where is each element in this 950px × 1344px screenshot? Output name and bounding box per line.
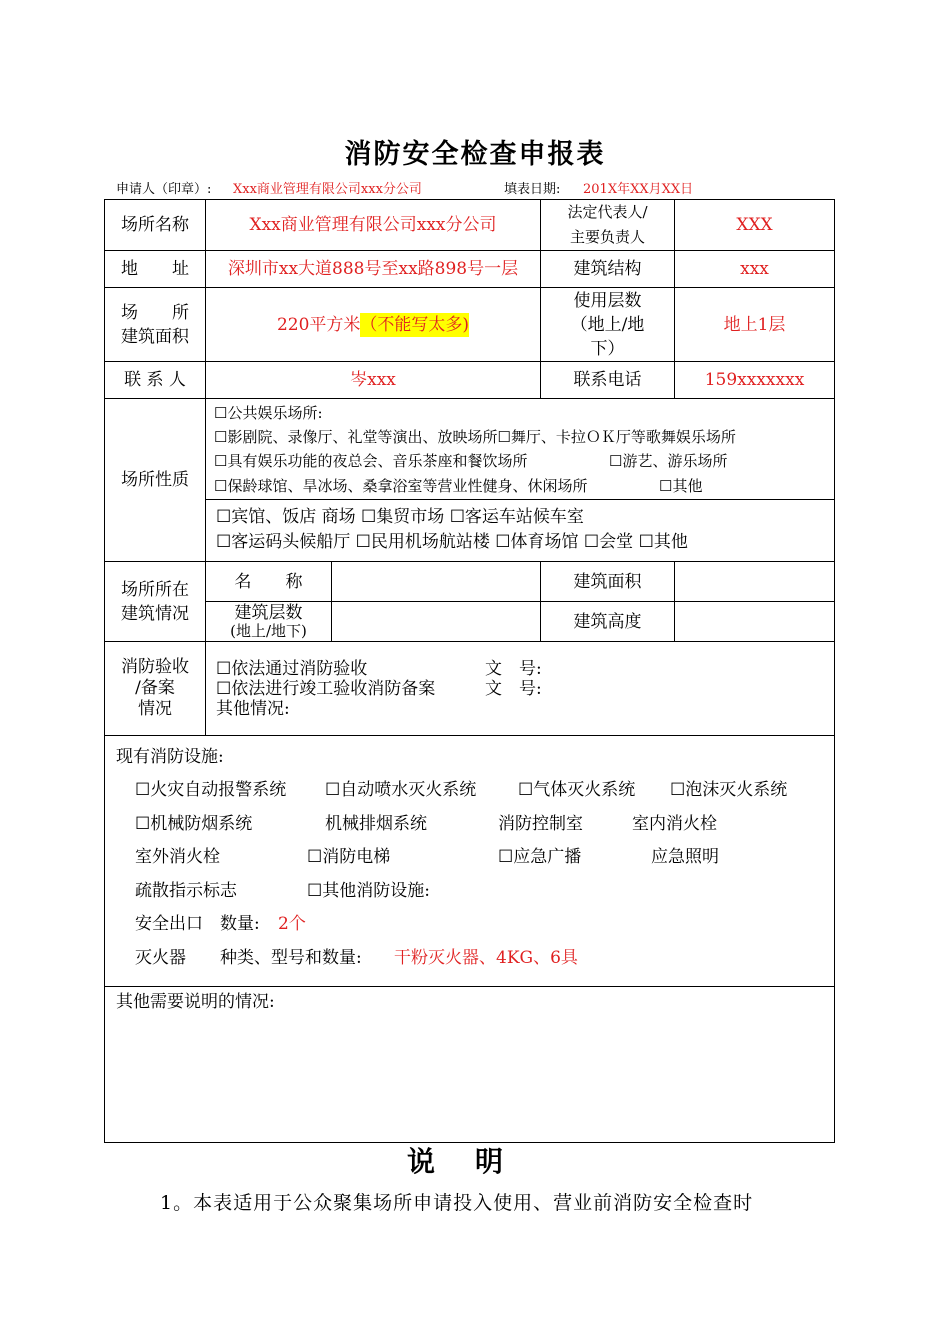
venue-name-label: 场所名称 [121, 215, 189, 235]
building-floors-line: (地上/地下) [230, 621, 307, 640]
facility-item: 疏散指示标志 [135, 881, 237, 901]
building-floors-label [206, 602, 331, 641]
building-name-label: 名 称 [234, 571, 303, 592]
facility-item: ☐机械防烟系统 [135, 814, 253, 834]
date-label: 填表日期: [504, 182, 561, 197]
facility-item: 消防控制室 [498, 814, 583, 834]
address-value: 深圳市xx大道888号至xx路898号一层 [227, 259, 519, 279]
nature-public-entertainment: ☐公共娱乐场所: [214, 404, 323, 422]
area-note: （不能写太多) [360, 314, 470, 335]
row-divider [104, 641, 835, 642]
acceptance-label-line: 情况 [138, 699, 172, 719]
nature-option-line: ☐宾馆、饭店 商场 ☐集贸市场 ☐客运车站候车室 [216, 507, 584, 527]
phone-label: 联系电话 [573, 370, 642, 390]
other-notes-label: 其他需要说明的情况: [116, 992, 275, 1012]
explain-item-1: 1。本表适用于公众聚集场所申请投入使用、营业前消防安全检查时 [160, 1192, 754, 1214]
floors-label-line: （地上/地 [570, 314, 645, 335]
floors-label-line: 使用层数 [573, 290, 642, 311]
nature-label: 场所性质 [121, 470, 189, 490]
building-label-line: 场所所在 [121, 579, 189, 600]
facility-item: 室内消火栓 [632, 814, 717, 834]
acceptance-option: ☐依法通过消防验收 [216, 659, 368, 679]
nature-option-line: ☐游艺、游乐场所 [609, 452, 728, 470]
facility-item: ☐气体灭火系统 [518, 780, 636, 800]
nature-option-line: ☐具有娱乐功能的夜总会、音乐茶座和餐饮场所 [214, 452, 528, 470]
legal-rep-value: XXX [736, 215, 773, 235]
area-label [105, 288, 205, 361]
facility-item: ☐火灾自动报警系统 [135, 780, 287, 800]
facility-item: ☐其他消防设施: [307, 881, 430, 901]
structure-label: 建筑结构 [573, 259, 642, 279]
area-label-line: 场 所 [121, 302, 189, 323]
row-divider [205, 499, 835, 500]
area-value-cell [206, 288, 540, 361]
nature-option-line: ☐影剧院、录像厅、礼堂等演出、放映场所☐舞厅、卡拉ＯＫ厅等歌舞娱乐场所 [214, 428, 736, 446]
col-divider [674, 561, 675, 641]
nature-option-line: ☐其他 [659, 477, 703, 495]
phone-value: 159xxxxxxx [704, 370, 805, 390]
acceptance-doc-no: 文 号: [485, 659, 542, 679]
page-title: 消防安全检查申报表 [344, 139, 606, 170]
acceptance-option: ☐依法进行竣工验收消防备案 [216, 679, 436, 699]
col-divider [331, 561, 332, 641]
legal-rep-label-line: 法定代表人/ [567, 203, 648, 221]
venue-name-value: Xxx商业管理有限公司xxx分公司 [249, 215, 497, 235]
area-value: 220平方米 [276, 314, 361, 335]
building-label-line: 建筑情况 [121, 603, 189, 624]
applicant-value: Xxx商业管理有限公司xxx分公司 [233, 182, 422, 197]
address-label: 地 址 [121, 259, 189, 279]
extinguisher-value: 干粉灭火器、4KG、6具 [394, 948, 578, 968]
facility-item: 机械排烟系统 [325, 814, 427, 834]
area-label-line: 建筑面积 [121, 326, 189, 347]
facility-item: ☐消防电梯 [307, 847, 391, 867]
contact-value: 岑xxx [350, 370, 396, 390]
floors-label-line: 下） [590, 338, 625, 359]
facility-item: ☐自动喷水灭火系统 [325, 780, 477, 800]
applicant-label: 申请人（印章）: [116, 182, 212, 197]
extinguisher-label: 灭火器 种类、型号和数量: [135, 948, 362, 968]
row-divider [104, 735, 835, 736]
acceptance-label-line: /备案 [135, 678, 175, 698]
facility-item: ☐应急广播 [498, 847, 582, 867]
nature-option-line: ☐客运码头候船厅 ☐民用机场航站楼 ☐体育场馆 ☐会堂 ☐其他 [216, 532, 688, 552]
building-area-label: 建筑面积 [573, 571, 642, 592]
exit-label: 安全出口 数量: [135, 914, 260, 934]
legal-rep-label [541, 200, 674, 250]
date-value: 201X年XX月XX日 [583, 182, 694, 197]
facility-item: 应急照明 [651, 847, 719, 867]
facilities-heading: 现有消防设施: [116, 747, 224, 767]
acceptance-other: 其他情况: [216, 699, 290, 719]
facility-item: 室外消火栓 [135, 847, 220, 867]
floors-label [541, 288, 674, 361]
legal-rep-label-line: 主要负责人 [569, 228, 645, 246]
exit-value: 2个 [278, 914, 306, 934]
building-height-label: 建筑高度 [573, 611, 642, 632]
explain-title: 说明 [406, 1145, 543, 1178]
acceptance-label-line: 消防验收 [121, 657, 189, 677]
building-label [105, 562, 205, 641]
structure-value: xxx [740, 259, 769, 279]
row-divider [104, 398, 835, 399]
nature-option-line: ☐保龄球馆、旱冰场、桑拿浴室等营业性健身、休闲场所 [214, 477, 588, 495]
row-divider [104, 986, 835, 987]
facility-item: ☐泡沫灭火系统 [670, 780, 788, 800]
acceptance-doc-no: 文 号: [485, 679, 542, 699]
contact-label: 联 系 人 [124, 370, 186, 390]
building-floors-line: 建筑层数 [234, 602, 303, 623]
floors-value: 地上1层 [723, 314, 786, 335]
acceptance-label [105, 642, 205, 735]
